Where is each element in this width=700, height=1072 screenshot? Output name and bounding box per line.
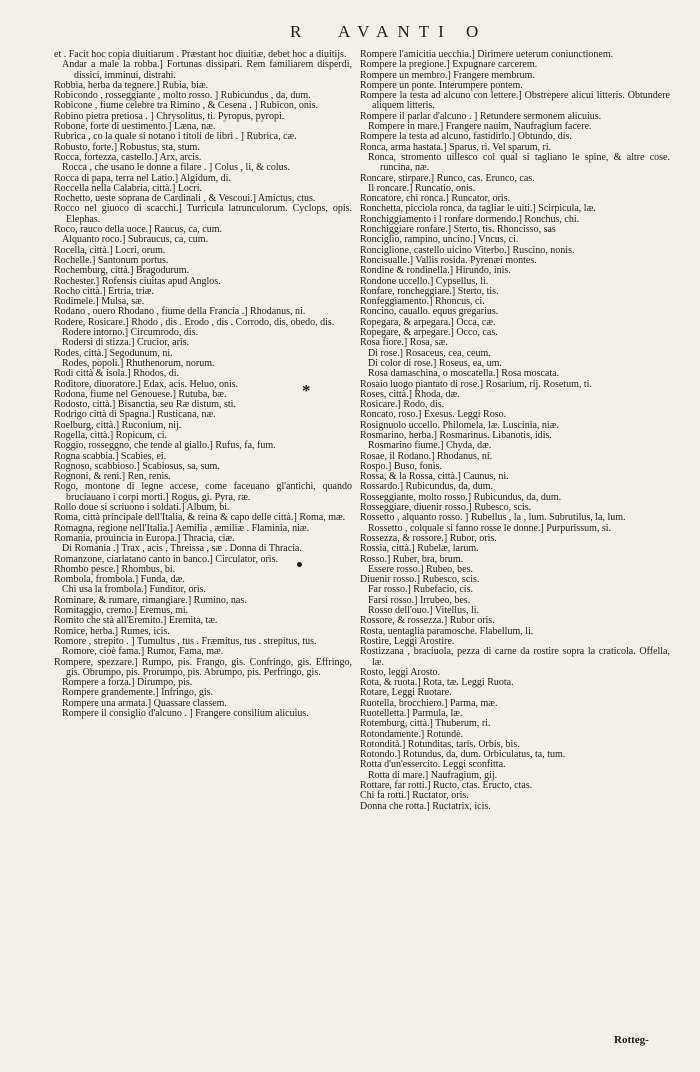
dictionary-entry: Rhombo pesce.] Rhombus, bi. <box>54 563 176 575</box>
dictionary-entry: Rognoso, scabbioso.] Scabiosus, sa, sum. <box>54 460 220 472</box>
dictionary-entry: Rocho città.] Ertria, triæ. <box>54 285 154 297</box>
dictionary-entry: Rossezza, & rossore.] Rubor, oris. <box>360 532 497 544</box>
dictionary-entry: Roma, città principale dell'Italia, & reina & capo delle città.] Roma, mæ. <box>54 512 346 524</box>
dictionary-entry: Rodes, popoli.] Rhuthenorum, norum. <box>62 357 215 369</box>
dictionary-entry: Robicone , fiume celebre tra Rimino , & Cesena . ] Rubicon, onis. <box>54 100 319 112</box>
dictionary-entry: Ronca, arma hastata.] Sparus, ri. Vel sparum, ri. <box>360 141 552 153</box>
dictionary-entry: Robusto, forte.] Robustus, sta, stum. <box>54 141 200 153</box>
dictionary-entry: Romitaggio, cremo.] Eremus, mi. <box>54 605 189 617</box>
dictionary-entry: Rompere grandemente.] Infringo, gis. <box>62 687 214 699</box>
dictionary-entry: Roncisualle.] Vallis rosida. Pyrenæi montes. <box>360 254 537 266</box>
dictionary-entry: Rubrica , co la quale si notano i titoli de libri . ] Rubrica, cæ. <box>54 131 297 143</box>
dictionary-entry: Rotondità.] Rotunditas, taris. Orbis, bis. <box>360 738 520 750</box>
dictionary-entry: Rodrigo città di Spagna.] Rusticana, næ. <box>54 409 216 421</box>
dictionary-entry: Rognoni, & reni.] Ren, renis. <box>54 471 171 483</box>
dictionary-entry: Ronciglio, rampino, uncino.] Vncus, ci. <box>360 234 519 246</box>
dictionary-entry: et . Facit hoc copia diuitiarum . Præstant hoc diuitiæ, debet hoc a diuitijs. <box>54 49 347 60</box>
dictionary-entry: Rondone uccello.] Cypsellus, li. <box>360 275 489 287</box>
dictionary-entry: Di Romania .] Trax , acis , Threissa , sæ . Donna di Thracia. <box>62 543 302 555</box>
dictionary-entry: Rominare, & rumare, rimangiare.] Rumino, nas. <box>54 594 247 606</box>
ink-dot <box>297 562 302 567</box>
dictionary-entry: Ronfeggiamento.] Rhoncus, ci. <box>360 296 485 308</box>
dictionary-entry: Rosseggiante, molto rosso.] Rubicundus, da, dum. <box>360 491 562 503</box>
dictionary-entry: Rosa damaschina, o moscatella.] Rosa moscata. <box>368 368 560 380</box>
dictionary-entry: Rosicare.] Rodo, dis. <box>360 399 445 411</box>
dictionary-entry: Rodersi di stizza.] Crucior, aris. <box>62 337 190 349</box>
dictionary-entry: Ruotella, brocchiero.] Parma, mæ. <box>360 697 498 709</box>
dictionary-entry: Ruotelletta.] Parmula, læ. <box>360 708 463 719</box>
dictionary-entry: Rosmarino fiume.] Chyda, dæ. <box>368 440 492 452</box>
dictionary-entry: Rosae, il Rodano.] Rhodanus, ni. <box>360 450 493 462</box>
dictionary-entry: Rodona, fiume nel Genouese.] Rutuba, bæ. <box>54 388 227 400</box>
dictionary-entry: Rompere un membro.] Frangere membrum. <box>360 69 535 81</box>
dictionary-entry: Robbia, herba da tegnere.] Rubia, biæ. <box>54 79 209 91</box>
dictionary-entry: Roccella nella Calabria, città.] Locri. <box>54 182 202 194</box>
dictionary-entry: Rocella, città.] Locri, orum. <box>54 244 166 256</box>
dictionary-entry: Roditore, diuoratore.] Edax, acis. Heluo, onis. <box>54 378 239 390</box>
dictionary-entry: Roncare, stirpare.] Runco, cas. Erunco, cas. <box>360 172 535 184</box>
dictionary-entry: Rondine & rondinella.] Hirundo, inis. <box>360 265 511 277</box>
dictionary-entry: Far rosso.] Rubefacio, cis. <box>368 584 473 596</box>
dictionary-entry: Robone, forte di uestimento.] Læna, næ. <box>54 121 216 133</box>
page-header <box>0 22 700 44</box>
dictionary-entry: Alquanto roco.] Subraucus, ca, cum. <box>62 234 209 246</box>
right-column <box>360 50 670 812</box>
dictionary-entry: Essere rosso.] Rubeo, bes. <box>368 563 473 575</box>
dictionary-entry: Rogella, città.] Ropicum, ci. <box>54 429 168 441</box>
dictionary-entry: Ropegara, & arpegara.] Occa, cæ. <box>360 316 496 328</box>
dictionary-entry: Rossia, città.] Rubelæ, larum. <box>360 543 479 555</box>
dictionary-entry: Roncato, roso.] Exesus. Leggi Roso. <box>360 409 507 421</box>
dictionary-entry: Di rose.] Rosaceus, cea, ceum. <box>368 347 491 359</box>
dictionary-entry: Rodi città & isola.] Rhodos, di. <box>54 368 179 380</box>
dictionary-entry: Rotemburg, città.] Thuberum, ri. <box>360 718 491 730</box>
dictionary-entry: Rosmarino, herba.] Rosmarinus. Libanotis, idis. <box>360 429 552 441</box>
dictionary-entry: Rosseggiare, diuenir rosso.] Rubesco, scis. <box>360 502 532 514</box>
dictionary-entry: Rota, & ruota.] Rota, tæ. Leggi Ruota. <box>360 677 514 689</box>
dictionary-entry: Rottare, far rotti.] Ructo, ctas. Eructo, ctas. <box>360 780 533 792</box>
dictionary-entry: Rochelle.] Santonum portus. <box>54 254 169 266</box>
running-title: AVANTI O <box>338 22 488 41</box>
dictionary-entry: Chi fa rotti.] Ructator, oris. <box>360 790 469 802</box>
dictionary-entry: Rompere la testa ad alcuno con lettere.] Obstrepere alicui litteris. Obtundere aliquem litteris. <box>360 90 670 112</box>
dictionary-entry: Romito che stà all'Eremito.] Eremita, tæ. <box>54 615 218 627</box>
dictionary-entry: Chi usa la frombola.] Funditor, oris. <box>62 584 207 596</box>
dictionary-entry: Rocca, fortezza, castello.] Arx, arcis. <box>54 151 202 163</box>
dictionary-entry: Rossore, & rossezza.] Rubor oris. <box>360 615 495 627</box>
dictionary-entry: Donna che rotta.] Ructatrix, icis. <box>360 800 491 812</box>
dictionary-entry: Rodano , ouero Rhodano , fiume della Francia .] Rhodanus, ni. <box>54 306 306 318</box>
dictionary-entry: Roncino, cauallo. equus gregarius. <box>360 306 499 318</box>
dictionary-entry: Rossa, & la Rossa, città.] Caunus, ni. <box>360 471 509 483</box>
dictionary-entry: Rodosto, città.] Bisanctia, seu Ræ distum, sti. <box>54 399 236 411</box>
dictionary-entry: Roses, città.] Rhoda, dæ. <box>360 388 460 400</box>
dictionary-entry: Roco, rauco della uoce.] Raucus, ca, cum. <box>54 224 222 236</box>
dictionary-entry: Rotta di mare.] Naufragium, gij. <box>368 769 498 781</box>
dictionary-entry: Rosso dell'ouo.] Vitellus, li. <box>368 605 480 617</box>
dictionary-entry: Rossardo.] Rubicundus, da, dum. <box>360 481 494 493</box>
dictionary-entry: Rombola, frombola.] Funda, dæ. <box>54 574 185 586</box>
marginal-asterisk: * <box>302 381 311 400</box>
dictionary-entry: Diuenir rosso.] Rubesco, scis. <box>360 574 480 586</box>
dictionary-entry: Rodere intorno.] Circumrodo, dis. <box>62 327 199 339</box>
dictionary-entry: Rossetto , colquale si fanno rosse le donne.] Purpurissum, si. <box>368 522 612 534</box>
dictionary-entry: Roelburg, città.] Ruconium, nij. <box>54 419 182 431</box>
dictionary-entry: Rogo, montone di legne accese, come faceuano gl'antichi, quando bruciauano i corpi morti.] Rogus, gi. Pyra, ræ. <box>54 481 352 503</box>
dictionary-entry: Rompere la testa ad alcuno, fastidirlo.] Obtundo, dis. <box>360 131 572 143</box>
dictionary-entry: Ropegare, & arpegare.] Occo, cas. <box>360 327 498 339</box>
dictionary-entry: Rompere, spezzare.] Rumpo, pis. Frango, gis. Confringo, gis. Effringo, gis. Obrumpo, pis. Prorumpo, pis. Abrumpo, pis. Perfringo, gis. <box>54 656 352 678</box>
dictionary-entry: Rocco nel giuoco di scacchi.] Turricula latrunculorum. Cyclops, opis. Elephas. <box>54 203 352 225</box>
header-letter: R <box>290 22 304 41</box>
catchword: Rotteg- <box>614 1034 649 1046</box>
dictionary-entry: Romore, cioè fama.] Rumor, Fama, mæ. <box>62 646 224 658</box>
dictionary-entry: Rosaio luogo piantato di rose.] Rosarium, rij. Rosetum, ti. <box>360 378 592 390</box>
dictionary-entry: Rompere a forza.] Dirumpo, pis. <box>62 677 193 689</box>
dictionary-entry: Rocca di papa, terra nel Latio.] Algidum, di. <box>54 172 231 184</box>
dictionary-entry: Di color di rose.] Roseus, ea, um. <box>368 357 502 369</box>
dictionary-entry: Rosso.] Ruber, bra, brum. <box>360 553 464 565</box>
dictionary-entry: Rocca , che usano le donne a filare . ] Colus , li, & colus. <box>62 162 290 174</box>
dictionary-entry: Rossetto , alquanto rosso. ] Rubellus , la , lum. Subrutilus, la, lum. <box>360 512 626 524</box>
dictionary-entry: Romice, herba.] Rumes, icis. <box>54 625 170 637</box>
dictionary-entry: Rochester.] Rofensis ciuitas apud Anglos. <box>54 275 221 287</box>
dictionary-entry: Rodere, Rosicare.] Rhodo , dis . Erodo , dis . Corrodo, dis, obedo, dis. <box>54 316 335 328</box>
dictionary-entry: Ronchetta, picciola ronca, da tagliar le uiti.] Scirpicula, læ. <box>360 203 596 215</box>
dictionary-entry: Rostire, Leggi Arostire. <box>360 635 455 647</box>
dictionary-entry: Ronfare, roncheggiare.] Sterto, tis. <box>360 285 499 297</box>
dictionary-entry: Rompere in mare.] Frangere nauim, Naufragium facere. <box>368 121 592 133</box>
dictionary-entry: Il roncare.] Runcatio, onis. <box>368 182 476 194</box>
dictionary-entry: Rosa fiore.] Rosa, sæ. <box>360 337 448 349</box>
dictionary-entry: Rostizzana , braciuola, pezza di carne da rostire sopra la craticola. Offella, læ. <box>360 646 670 668</box>
dictionary-entry: Rollo doue si scriuono i soldati.] Album, bi. <box>54 502 230 514</box>
dictionary-entry: Romagna, regione nell'Italia.] Aemilia , æmiliæ . Flaminia, niæ. <box>54 522 310 534</box>
dictionary-entry: Robicondo , rosseggiante , molto rosso. ] Rubicundus , da, dum. <box>54 90 311 102</box>
dictionary-entry: Rosignuolo uccello. Philomela, læ. Luscinia, niæ. <box>360 419 559 431</box>
dictionary-entry: Romania, prouincia in Europa.] Thracia, ciæ. <box>54 532 235 544</box>
dictionary-entry: Rompere un ponte. Interumpere pontem. <box>360 79 523 91</box>
dictionary-entry: Rompere la pregione.] Expugnare carcerem. <box>360 59 538 71</box>
dictionary-entry: Ronchiggiamento i l ronfare dormendo.] Ronchus, chi. <box>360 213 580 225</box>
dictionary-entry: Rotondo.] Rotundus, da, dum. Orbiculatus, ta, tum. <box>360 749 566 761</box>
dictionary-entry: Roggio, rosseggno, che tende al giallo.] Rufus, fa, fum. <box>54 440 276 452</box>
dictionary-entry: Romanzone, ciarlatano canto in banco.] Circulator, oris. <box>54 553 278 565</box>
dictionary-entry: Rompere il consiglio d'alcuno . ] Frangere consilium alicuius. <box>62 708 309 719</box>
dictionary-entry: Robino pietra pretiosa . ] Chrysolitus, ti. Pyropus, pyropi. <box>54 110 285 122</box>
dictionary-entry: Rotondamente.] Rotundè. <box>360 728 464 740</box>
dictionary-entry: Rochemburg, città.] Bragodurum. <box>54 265 190 277</box>
dictionary-entry: Rotta d'un'essercito. Leggi sconfitta. <box>360 759 506 771</box>
dictionary-entry: Ronca, stromento uillesco col qual si tagliano le spine, & altre cose. runcina, næ. <box>368 151 670 174</box>
dictionary-entry: Roncatore, chi ronca.] Runcator, oris. <box>360 193 511 205</box>
dictionary-entry: Rospo.] Buso, fonis. <box>360 460 442 472</box>
dictionary-entry: Romore , strepito . ] Tumultus , tus . Fræmitus, tus . strepitus, tus. <box>54 635 317 647</box>
dictionary-entry: Ronchiggiare ronfare.] Sterto, tis. Rhoncisso, sas <box>360 224 556 236</box>
dictionary-entry: Rosta, uentaglia paramosche. Flabellum, li. <box>360 625 534 637</box>
dictionary-entry: Rogna scabbia.] Scabies, ei. <box>54 450 167 462</box>
dictionary-entry: Rompere una armata.] Quassare classem. <box>62 697 227 709</box>
dictionary-entry: Rosto, leggi Arosto. <box>360 666 441 678</box>
dictionary-entry: Andar a male la robba.] Fortunas dissipari. Rem familiarem disperdi, dissici, imminui, distrahi. <box>62 59 352 81</box>
dictionary-entry: Farsi rosso.] Irrubeo, bes. <box>368 594 471 606</box>
dictionary-entry: Rotare, Leggi Ruotare. <box>360 687 452 699</box>
dictionary-entry: Rochetto, ueste soprana de Cardinali , & Vescoui.] Amictus, ctus. <box>54 193 316 205</box>
dictionary-entry: Rodes, città.] Segodunum, ni. <box>54 347 173 359</box>
dictionary-entry: Rompere l'amicitia uecchia.] Dirimere ueterum coniunctionem. <box>360 49 614 60</box>
dictionary-entry: Rodimele.] Mulsa, sæ. <box>54 296 145 308</box>
dictionary-entry: Rompere il parlar d'alcuno . ] Retundere sermonem alicuius. <box>360 110 602 122</box>
dictionary-entry: Ronciglione, castello uicino Viterbo.] Ruscino, nonis. <box>360 244 575 256</box>
